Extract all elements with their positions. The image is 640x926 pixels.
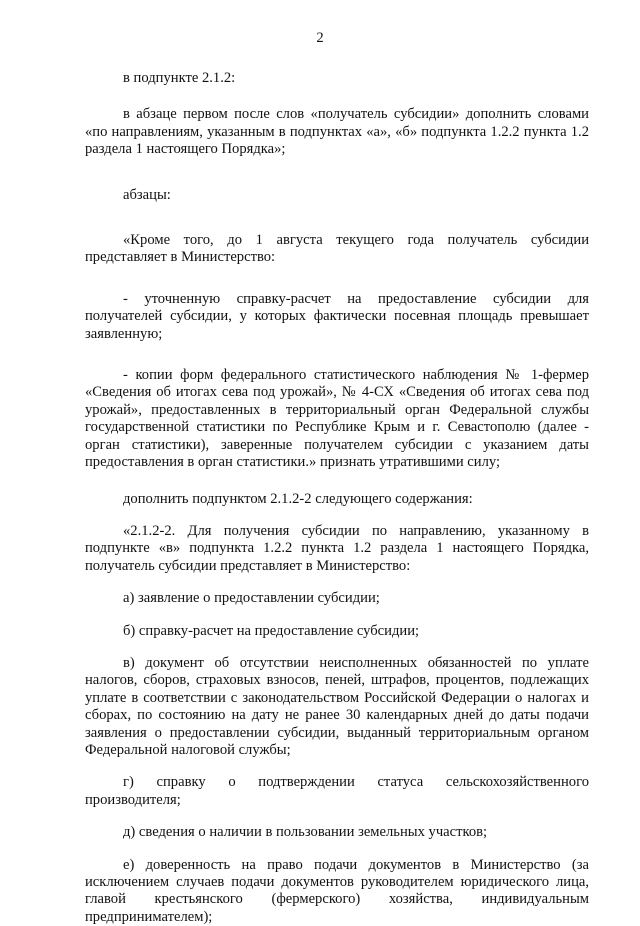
paragraph-kreme-togo: «Кроме того, до 1 августа текущего года получатель субсидии представляет в Министерство:: [85, 232, 589, 266]
paragraph-abzacy: абзацы:: [123, 186, 171, 203]
paragraph-kopii-form: - копии форм федерального статистического наблюдения № 1-фермер «Сведения об итогах сева под урожай», № 4-СХ «Сведения об итогах сева под урожай», предоставленных в территориальный орган Федеральной службы государственной статистики по Республике Крым и г. Севастополю (далее - орган статистики), заверенные получателем субсидии с указанием даты предоставления в орган статистики.» признать утратившими силу;: [85, 367, 589, 471]
paragraph-dopolnit-podpunktom: дополнить подпунктом 2.1.2-2 следующего содержания:: [123, 490, 473, 507]
paragraph-utochnennaya-spravka: - уточненную справку-расчет на предоставление субсидии для получателей субсидии, у которых фактически посевная площадь превышает заявленную;: [85, 290, 589, 342]
paragraph-2-1-2-2: «2.1.2-2. Для получения субсидии по направлению, указанному в подпункте «в» подпункта 1.2.2 пункта 1.2 раздела 1 настоящего Порядка, получатель субсидии представляет в Министерство:: [85, 522, 589, 574]
list-item-b: б) справку-расчет на предоставление субсидии;: [123, 622, 420, 639]
list-item-d: д) сведения о наличии в пользовании земельных участков;: [123, 824, 488, 841]
list-item-v: в) документ об отсутствии неисполненных обязанностей по уплате налогов, сборов, страховых взносов, пеней, штрафов, процентов, подлежащих уплате в соответствии с законодательством Российской Федерации о налогах и сборах, по состоянию на дату не ранее 30 календарных дней до даты подачи заявления о предоставлении субсидии, выданный территориальным органом Федеральной налоговой службы;: [85, 654, 589, 758]
list-item-e: е) доверенность на право подачи документов в Министерство (за исключением случаев подачи документов руководителем юридического лица, главой крестьянского (фермерского) хозяйства, индивидуальным предпринимателем);: [85, 856, 589, 925]
document-body: [85, 70, 589, 926]
list-item-g: г) справку о подтверждении статуса сельскохозяйственного производителя;: [85, 774, 589, 808]
paragraph-first-abzac-amendment: в абзаце первом после слов «получатель субсидии» дополнить словами «по направлениям, указанным в подпунктах «а», «б» подпункта 1.2.2 пункта 1.2 раздела 1 настоящего Порядка»;: [85, 106, 589, 158]
list-item-a: а) заявление о предоставлении субсидии;: [123, 590, 380, 607]
page-number: 2: [316, 30, 324, 46]
paragraph-subpoint-2-1-2: в подпункте 2.1.2:: [123, 70, 236, 86]
